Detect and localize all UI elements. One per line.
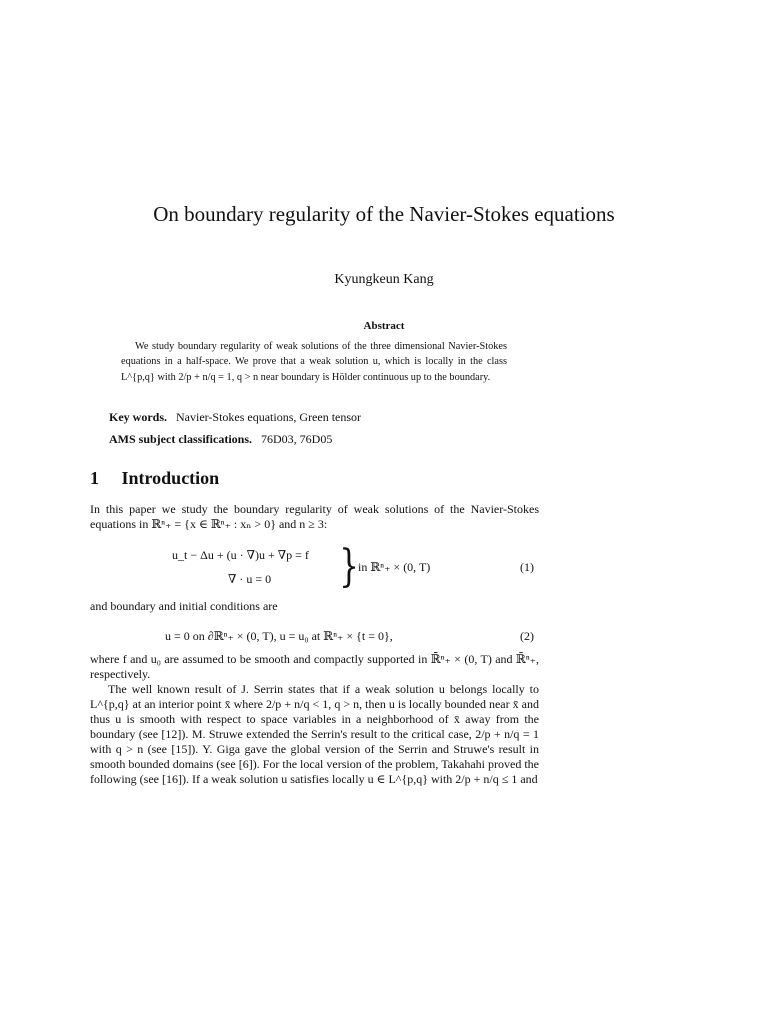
abstract-heading: Abstract: [363, 320, 405, 332]
intro-paragraph-4: The well known result of J. Serrin states that if a weak solution u belongs locally to L^{p,q} at an interior point x̄ where 2/p + n/q < 1, q > n, then u is locally bounded near x̄ and thus u is smooth with respect to space variables in a neighborhood of x̄ away from the boundary (see [12]). M. Struwe extended the Serrin's result to the critical case, 2/p + n/q = 1 with q > n (see [15]). Y. Giga gave the global version of the Serrin and Struwe's result in smooth bounded domains (see [6]). For the local version of the problem, Takahahi proved the following (see [16]). If a weak solution u satisfies locally u ∈ L^{p,q} with 2/p + n/q ≤ 1 and: [90, 682, 539, 786]
intro-paragraph-3: where f and u₀ are assumed to be smooth and compactly supported in ℝ̄ⁿ₊ × (0, T) and ℝ̄ⁿ₊, respectively.: [90, 652, 539, 681]
equation-2-number: (2): [520, 629, 534, 643]
equation-1-line-2: ∇ · u = 0: [228, 572, 272, 586]
section-heading: [90, 468, 219, 489]
author-name: Kyungkeun Kang: [334, 272, 434, 287]
intro-paragraph-1: In this paper we study the boundary regularity of weak solutions of the Navier-Stokes equations in ℝⁿ₊ = {x ∈ ℝⁿ₊ : xₙ > 0} and n ≥ 3:: [90, 502, 539, 531]
ams-label: AMS subject classifications.: [109, 432, 252, 446]
equation-brace: }: [339, 541, 359, 592]
keywords-value: Navier-Stokes equations, Green tensor: [176, 410, 362, 424]
paper-title: On boundary regularity of the Navier-Stokes equations: [153, 202, 615, 226]
abstract-text: We study boundary regularity of weak solutions of the three dimensional Navier-Stokes equations in a half-space. We prove that a weak solution u, which is locally in the class L^{p,q} with 2/p + n/q = 1, q > n near boundary is Hölder continuous up to the boundary.: [121, 341, 507, 383]
section-number: 1: [90, 468, 99, 488]
keywords-line: [109, 410, 361, 425]
equation-2: u = 0 on ∂ℝⁿ₊ × (0, T), u = u₀ at ℝⁿ₊ × {t = 0},: [165, 629, 393, 643]
equation-1-line-1: u_t − Δu + (u · ∇)u + ∇p = f: [172, 548, 309, 562]
equation-1-domain: in ℝⁿ₊ × (0, T): [358, 560, 431, 574]
ams-value: 76D03, 76D05: [261, 432, 333, 446]
equation-1-number: (1): [520, 560, 534, 574]
ams-line: [109, 432, 332, 447]
keywords-label: Key words.: [109, 410, 167, 424]
intro-paragraph-2: and boundary and initial conditions are: [90, 599, 278, 613]
section-title: Introduction: [121, 468, 220, 488]
